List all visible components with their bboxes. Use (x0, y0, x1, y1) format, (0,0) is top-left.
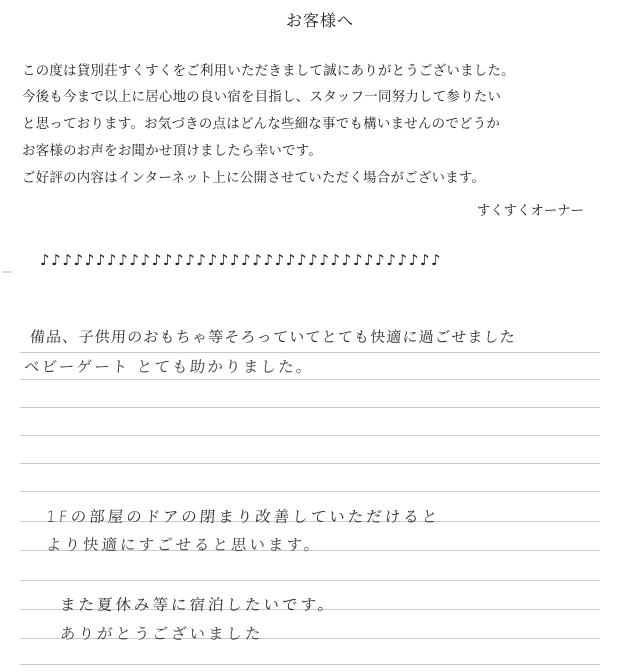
handwritten-line-4: より快適にすごせると思います。 (45, 536, 323, 554)
handwritten-line-5: また夏休み等に宿泊したいです。 (59, 596, 337, 614)
writing-line (20, 379, 600, 380)
handwritten-line-6: ありがとうございました (59, 625, 265, 643)
writing-line (20, 407, 600, 408)
intro-line-4: お客様のお声をお聞かせ頂けましたら幸いです。 (22, 144, 323, 159)
writing-line (20, 463, 600, 464)
handwritten-line-2: ベビーゲート とても助かりました。 (23, 358, 315, 376)
handwritten-line-3: 1Fの部屋のドアの閉まり改善していただけると (45, 508, 441, 526)
intro-line-2: 今後も今まで以上に居心地の良い宿を目指し、スタッフ一同努力して参りたい (22, 90, 502, 105)
writing-line (20, 664, 600, 665)
card-title: お客様へ (285, 11, 354, 30)
writing-line (20, 491, 600, 492)
intro-line-3: と思っております。お気づきの点はどんな些細な事でも構いませんのでどうか (22, 117, 501, 132)
owner-signature: すくすくオーナー (476, 204, 584, 219)
intro-line-1: この度は貸別荘すくすくをご利用いただきまして誠にありがとうございました。 (22, 64, 515, 79)
writing-line (20, 352, 600, 353)
intro-line-5: ご好評の内容はインターネット上に公開させていただく場合がございます。 (22, 171, 486, 186)
writing-line (20, 580, 600, 581)
music-notes-divider: ♪♪♪♪♪♪♪♪♪♪♪♪♪♪♪♪♪♪♪♪♪♪♪♪♪♪♪♪♪♪♪♪♪♪♪♪ (40, 251, 443, 269)
handwritten-line-1: 備品、子供用のおもちゃ等そろっていてとても快適に過ごせました (29, 328, 517, 346)
writing-line (20, 435, 600, 436)
edge-mark (2, 271, 12, 273)
